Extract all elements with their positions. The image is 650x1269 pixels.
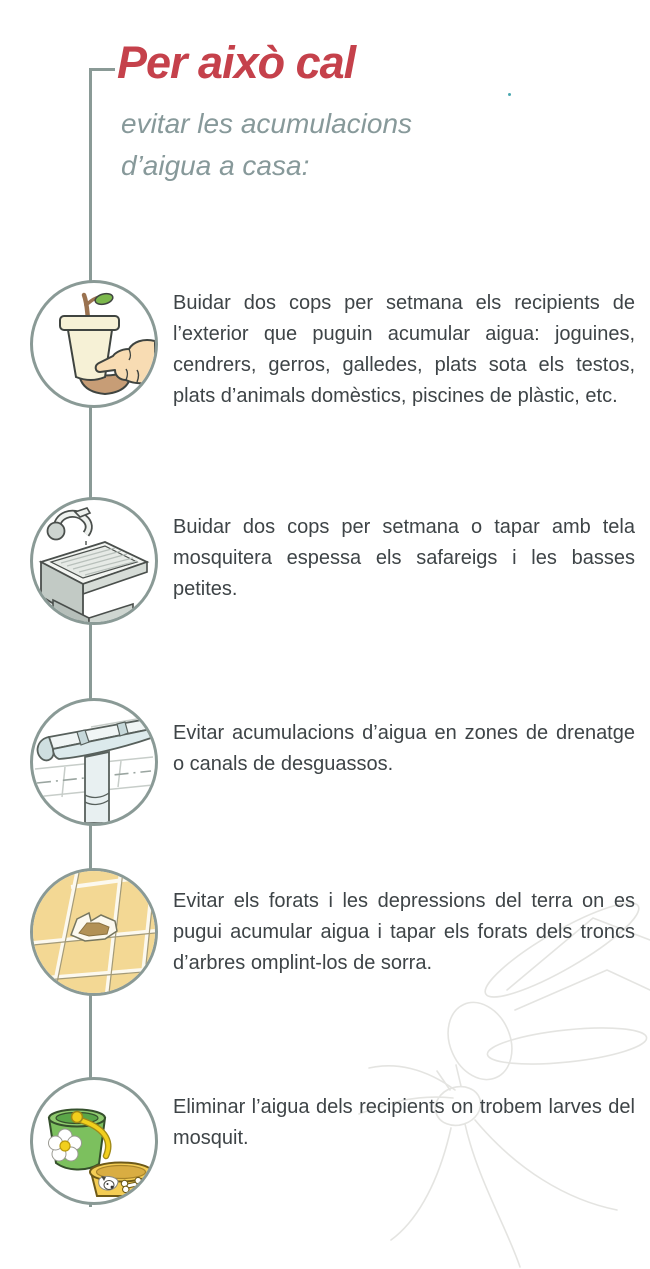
tip-5-text: Eliminar l’aigua dels recipients on trobem larves del mosquit. — [173, 1096, 635, 1149]
tip-3-text: Evitar acumulacions d’aigua en zones de drenatge o canals de desguassos. — [173, 722, 635, 775]
tip-2-icon-circle — [30, 497, 158, 625]
washbasin-faucet-icon — [33, 500, 155, 622]
tip-4-icon-circle — [30, 868, 158, 996]
tip-5-icon-circle — [30, 1077, 158, 1205]
print-dot — [508, 93, 511, 96]
toy-bucket-pet-bowl-icon — [33, 1080, 155, 1202]
tip-1-icon-circle — [30, 280, 158, 408]
tip-3-icon-circle — [30, 698, 158, 826]
flower-pot-saucer-hand-icon — [33, 283, 155, 405]
ground-hole-tiles-icon — [33, 871, 155, 993]
tip-4-text: Evitar els forats i les depressions del terra on es pugui acumular aigua i tapar els forats dels troncs d’arbres omplint-los de sorra. — [173, 890, 635, 974]
page-title: Per això cal — [117, 37, 356, 88]
tip-1-text: Buidar dos cops per setmana els recipients de l’exterior que puguin acumular aigua: joguines, cendrers, gerros, galledes, plats sota els testos, plats d’animals domèstics, piscines de plàstic, etc. — [173, 292, 635, 407]
title-bracket-line — [89, 68, 115, 71]
page-subtitle: evitar les acumulacions d’aigua a casa: — [121, 108, 413, 181]
tip-2-text: Buidar dos cops per setmana o tapar amb tela mosquitera espessa els safareigs i les basses petites. — [173, 516, 635, 600]
timeline-line — [89, 68, 92, 1207]
rain-gutter-downspout-icon — [33, 701, 155, 823]
